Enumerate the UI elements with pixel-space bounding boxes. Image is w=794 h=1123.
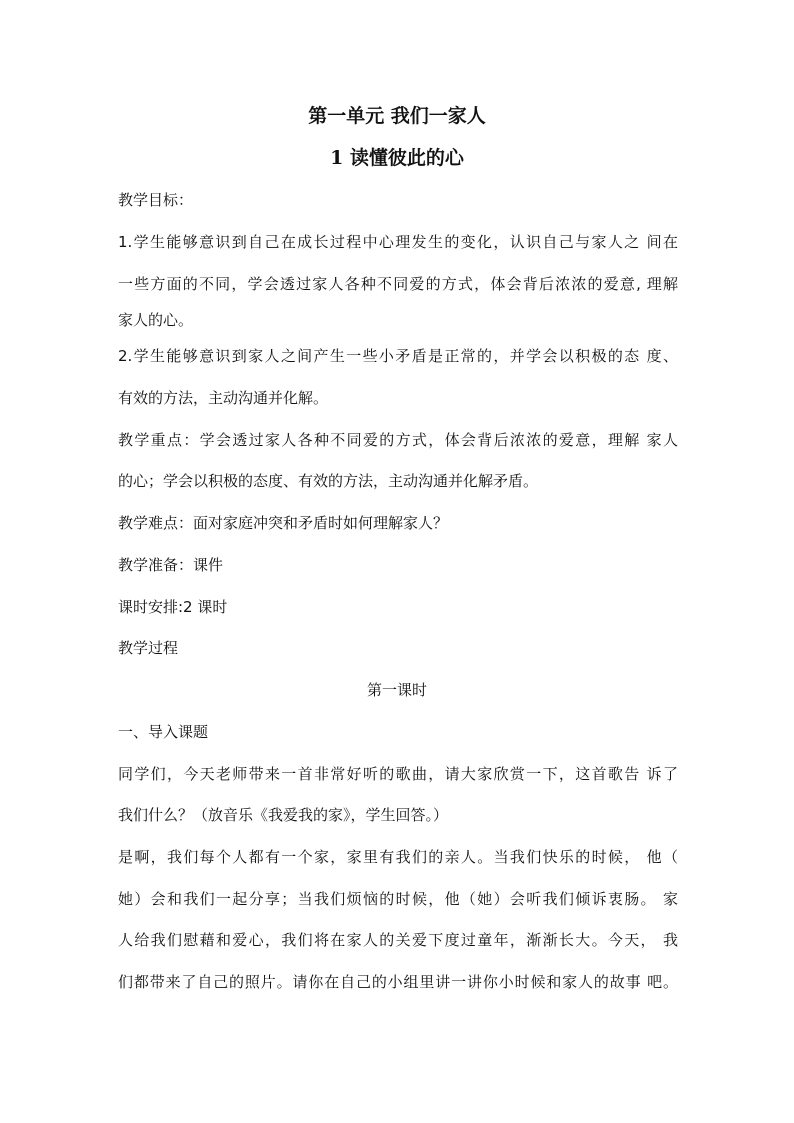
key-points-line: 教学重点：学会透过家人各种不同爱的方式，体会背后浓浓的爱意，理解 家人 (118, 431, 678, 449)
paragraph-line: 同学们，今天老师带来一首非常好听的歌曲，请大家欣赏一下，这首歌告 诉了 (118, 765, 678, 783)
paragraph-line: 一些方面的不同，学会透过家人各种不同爱的方式，体会背后浓浓的爱意, 理解 (118, 275, 678, 293)
paragraph-line: 2.学生能够意识到家人之间产生一些小矛盾是正常的，并学会以积极的态 度、 (118, 347, 678, 365)
unit-title: 第一单元 我们一家人 (308, 105, 486, 127)
paragraph-line: 们都带来了自己的照片。请你在自己的小组里讲一讲你小时候和家人的故事 吧。 (118, 973, 678, 991)
lesson-period-heading: 第一课时 (366, 681, 427, 699)
paragraph-line: 我们什么？（放音乐《我爱我的家》，学生回答。） (118, 806, 449, 824)
step-heading: 一、导入课题 (118, 723, 209, 741)
paragraph-line: 1.学生能够意识到自己在成长过程中心理发生的变化，认识自己与家人之 间在 (118, 233, 678, 251)
schedule-line: 课时安排:2 课时 (118, 598, 228, 616)
section-heading-process: 教学过程 (118, 639, 179, 657)
difficulty-line: 教学难点：面对家庭冲突和矛盾时如何理解家人？ (118, 514, 449, 532)
paragraph-line: 人给我们慰藉和爱心，我们将在家人的关爱下度过童年，渐渐长大。今天， 我 (118, 931, 678, 949)
paragraph-line: 是啊，我们每个人都有一个家，家里有我们的亲人。当我们快乐的时候， 他（ (118, 848, 678, 866)
key-points-line: 的心；学会以积极的态度、有效的方法，主动沟通并化解矛盾。 (118, 472, 539, 490)
paragraph-line: 家人的心。 (118, 311, 194, 329)
section-heading-objectives: 教学目标： (118, 191, 194, 209)
paragraph-line: 有效的方法，主动沟通并化解。 (118, 389, 329, 407)
lesson-title: 1 读懂彼此的心 (330, 147, 464, 169)
preparation-line: 教学准备：课件 (118, 556, 224, 574)
paragraph-line: 她）会和我们一起分享；当我们烦恼的时候，他（她）会听我们倾诉衷肠。 家 (118, 890, 678, 908)
